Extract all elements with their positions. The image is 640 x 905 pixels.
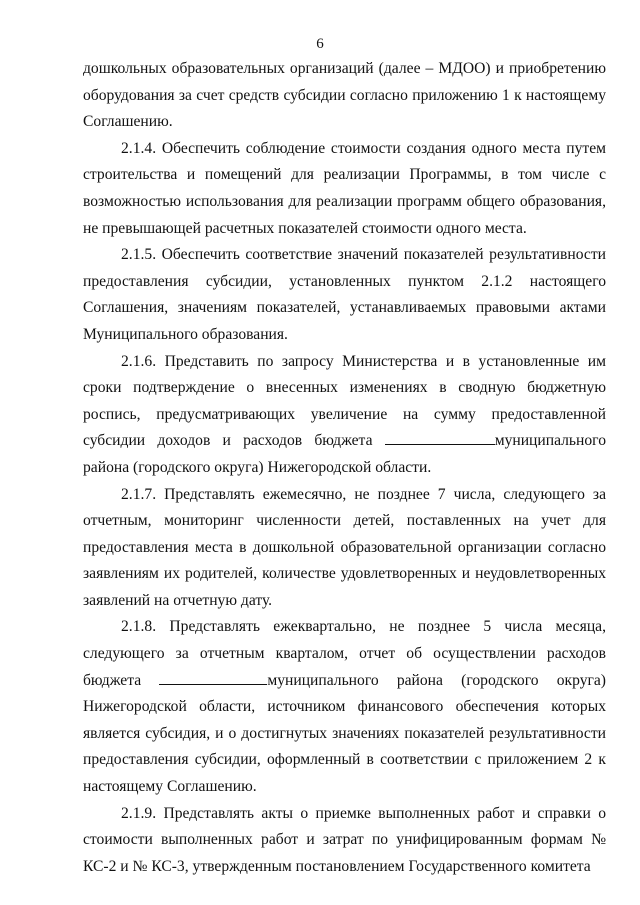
fill-in-blank [159, 672, 267, 685]
document-body [83, 56, 606, 880]
paragraph-text: муниципального района (городского округа) Нижегородской области, источником финансового обеспечения которых является субсидия, и о достигнутых значениях показателей результативности предоставления субсидии, оформленный в соответствии с приложением 2 к настоящему Соглашению. [83, 671, 606, 796]
paragraph-text: 2.1.5. Обеспечить соответствие значений показателей результативности предоставления субсидии, установленных пунктом 2.1.2 настоящего Соглашения, значениям показателей, устанавливаемых правовыми актами Муниципального образования. [83, 246, 606, 343]
paragraph-text: 2.1.9. Представлять акты о приемке выполненных работ и справки о стоимости выполненных работ и затрат по унифицированным формам № КС-2 и № КС-3, утвержденным постановлением Государственного комитета [83, 804, 606, 875]
paragraph-2-1-6 [83, 349, 606, 482]
paragraph-2-1-4 [83, 136, 606, 242]
paragraph-text: 2.1.4. Обеспечить соблюдение стоимости создания одного места путем строительства и помещений для реализации Программы, в том числе с возможностью использования для реализации программ общего образования, не превышающей расчетных показателей стоимости одного места. [83, 139, 606, 237]
paragraph-continuation: дошкольных образовательных организаций (далее – МДОО) и приобретению оборудования за счет средств субсидии согласно приложению 1 к настоящему Соглашению. [83, 60, 606, 131]
paragraph-2-1-9 [83, 801, 606, 881]
paragraph-text: 2.1.7. Представлять ежемесячно, не позднее 7 числа, следующего за отчетным, мониторинг численности детей, поставленных на учет для предоставления места в дошкольной образовательной организации согласно заявлениям их родителей, количестве удовлетворенных и неудовлетворенных заявлений на отчетную дату. [83, 485, 606, 609]
page-number: 6 [316, 36, 324, 52]
paragraph-text: 2.1.6. Представить по запросу Министерства и в установленные им сроки подтверждение о внесенных изменениях в сводную бюджетную роспись, предусматривающих увеличение на сумму предоставленной субсидии доходов и расходов бюджета [83, 352, 606, 450]
paragraph-2-1-5 [83, 242, 606, 348]
paragraph-2-1-8 [83, 614, 606, 800]
fill-in-blank [385, 432, 495, 445]
paragraph-text: 2.1.8. Представлять ежеквартально, не позднее 5 числа месяца, следующего за отчетным кварталом, отчет об осуществлении расходов бюджета [83, 618, 606, 689]
paragraph-text: муниципального района (городского округа) Нижегородской области. [83, 432, 606, 476]
paragraph-2-1-7 [83, 482, 606, 615]
